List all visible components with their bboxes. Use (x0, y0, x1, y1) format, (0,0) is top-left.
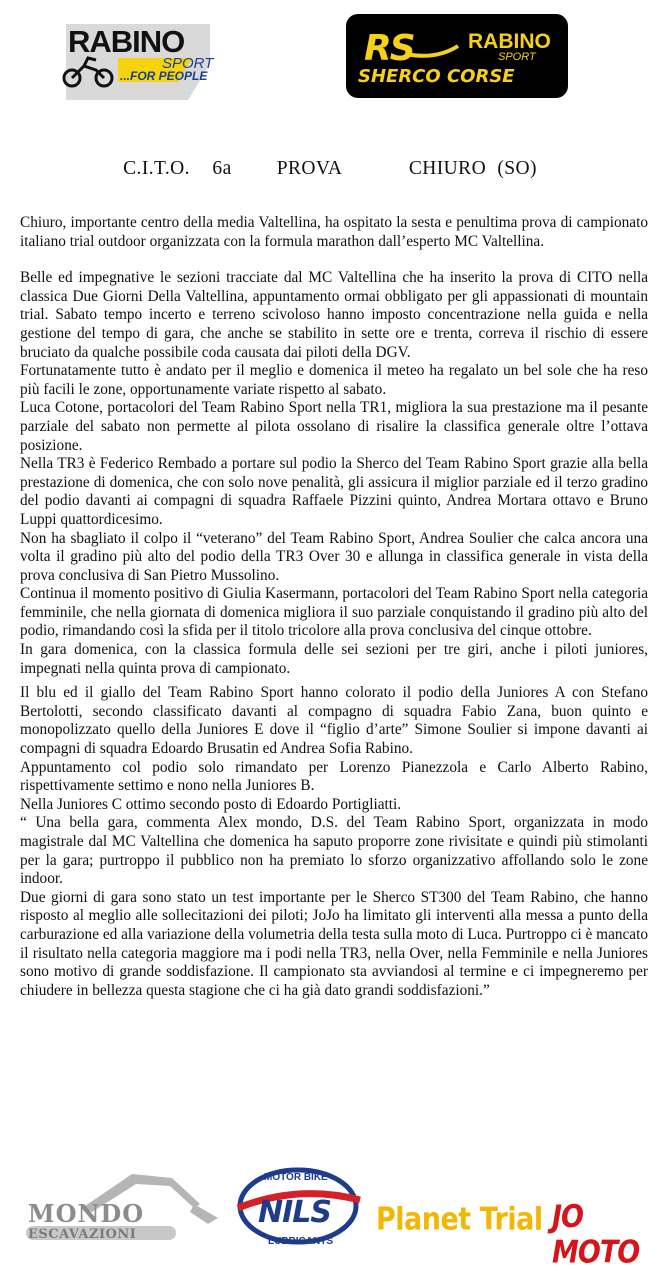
rs-sherco-corse-logo (346, 14, 568, 98)
paragraph: In gara domenica, con la classica formula delle sei sezioni per tre giri, anche i piloti juniores, impegnati nella quinta prova di campionato. (20, 641, 648, 677)
paragraph: Fortunatamente tutto è andato per il meglio e domenica il meteo ha regalato un bel sole che ha reso più facili le zone, opportunamente variate rispetto al sabato. (20, 362, 648, 398)
rabino-logo-sub: SPORT (162, 55, 214, 72)
nils-lubricants-logo (228, 1164, 368, 1246)
paragraph: Non ha sbagliato il colpo il “veterano” del Team Rabino Sport, Andrea Soulier che calca ancora una volta il gradino più alto del podio della TR3 Over 30 e allunga in classifica generale in vista della prova conclusiva di San Pietro Mussolino. (20, 529, 648, 584)
paragraph: Continua il momento positivo di Giulia Kasermann, portacolori del Team Rabino Sport nella categoria femminile, che nella giornata di domenica migliora il suo parziale conquistando il gradino più alto del podio, rimandando così la sfida per il titolo tricolore alla prova conclusiva del cinque ottobre. (20, 585, 648, 640)
mondo-line1: MONDO (28, 1199, 145, 1228)
rs-logo-line: SHERCO CORSE (358, 66, 515, 87)
rabino-logo-tagline: ...FOR PEOPLE (120, 69, 208, 83)
planet-trial-logo: Planet Trial (376, 1201, 543, 1238)
rs-logo-name: RABINO (468, 30, 551, 53)
nils-mark: NILS (258, 1195, 331, 1230)
rs-logo-mark: RS (364, 28, 414, 69)
paragraph: Due giorni di gara sono stato un test importante per le Sherco ST300 del Team Rabino, che hanno risposto al meglio alle sollecitazioni dei piloti; JoJo ha limitato gli interventi alla messa a punto della carburazione ed alla variazione della volumetria della testa sulla moto di Luca. Purtroppo ci è mancato il risultato nella categoria maggiore ma i podi nella TR3, nella Over, nella Femminile e nella Juniores sono motivo di grande soddisfazione. Il campionato sta avviandosi al termine e ci impegneremo per chiudere in bellezza questa stagione che ci ha già dato grandi soddisfazioni.” (20, 888, 648, 999)
paragraph: Chiuro, importante centro della media Valtellina, ha ospitato la sesta e penultima prova di campionato italiano trial outdoor organizzata con la formula marathon dall’esperto MC Valtellina. (20, 214, 648, 250)
page-title: C.I.T.O. 6a PROVA CHIURO (SO) (123, 158, 537, 179)
jo-moto-logo: JO MOTO (552, 1199, 640, 1271)
header (0, 0, 660, 120)
article-body (20, 214, 648, 1000)
paragraph: Luca Cotone, portacolori del Team Rabino Sport nella TR1, migliora la sua prestazione ma il pesante parziale del sabato non permette al pilota ossolano di risalire la classifica generale oltre l’ottava posizione. (20, 399, 648, 454)
mondo-line2: ESCAVAZIONI (28, 1227, 137, 1242)
rabino-logo-name: RABINO (68, 24, 185, 59)
paragraph: Il blu ed il giallo del Team Rabino Sport hanno colorato il podio della Juniores A con Stefano Bertolotti, secondo classificato davanti al compagno di squadra Fabio Zana, buon quinto e monopolizzato quello della Juniores E dove il “figlio d’arte” Simone Soulier si impone davanti ai compagni di squadra Edoardo Brusatin ed Andrea Sofia Rabino. (20, 684, 648, 758)
paragraph: Nella TR3 è Federico Rembado a portare sul podio la Sherco del Team Rabino Sport grazie alla bella prestazione di domenica, che con solo nove penalità, gli assicura il miglior parziale ed il terzo gradino del podio davanti ai compagni di squadra Raffaele Pizzini quinto, Andrea Mortara ottavo e Bruno Luppi quattordicesimo. (20, 455, 648, 528)
paragraph: Belle ed impegnative le sezioni tracciate dal MC Valtellina che ha inserito la prova di CITO nella classica Due Giorni Della Valtellina, appuntamento ormai obbligato per gli appassionati di mountain trial. Sabato tempo incerto e terreno scivoloso hanno imposto concentrazione nella guida e nella gestione del tempo di gara, che anche se stabilito in sette ore e trenta, correva il rischio di essere bruciato da qualche possibile coda causata dai piloti della DGV. (20, 269, 648, 361)
nils-bottom: LUBRICANTS (268, 1236, 333, 1247)
paragraph: Nella Juniores C ottimo secondo posto di Edoardo Portigliatti. (20, 795, 402, 813)
rabino-sport-logo (58, 20, 222, 102)
paragraph: “ Una bella gara, commenta Alex mondo, D.S. del Team Rabino Sport, organizzata in modo magistrale dal MC Valtellina che domenica ha saputo proporre zone rivisitate e quindi più stimolanti per la gara; purtroppo il pubblico non ha premiato lo sforzo organizzativo affollando solo le zone indoor. (20, 814, 648, 888)
rs-logo-sub: SPORT (498, 51, 536, 63)
sponsor-footer (0, 1160, 660, 1271)
nils-top: MOTOR BIKE (264, 1172, 328, 1183)
paragraph: Appuntamento col podio solo rimandato per Lorenzo Pianezzola e Carlo Alberto Rabino, rispettivamente settimo e nono nella Juniores B. (20, 758, 648, 795)
mondo-escavazioni-logo (22, 1164, 222, 1244)
